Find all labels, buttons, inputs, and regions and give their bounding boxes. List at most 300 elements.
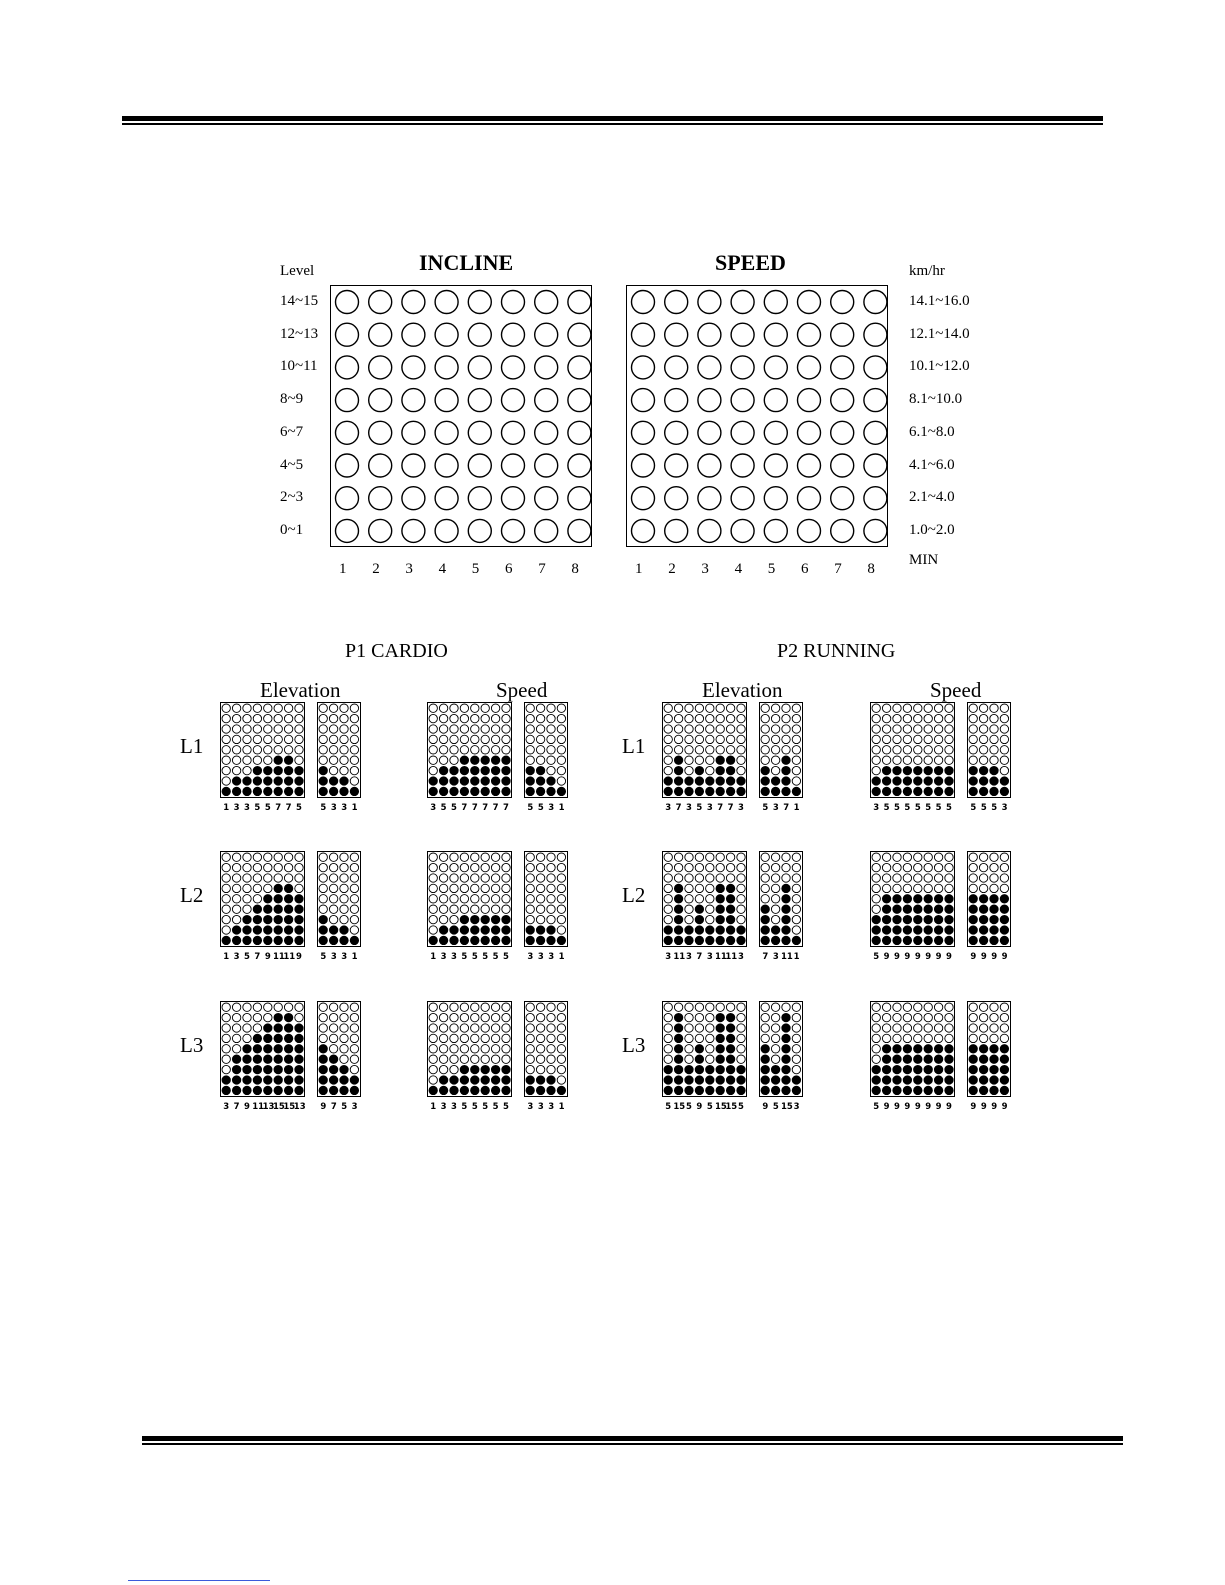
lit-dot	[274, 1024, 282, 1032]
p1-l3-elevation-value-label: 7	[233, 1101, 240, 1112]
lit-dot	[253, 1055, 261, 1063]
unlit-dot	[526, 895, 534, 903]
legend-dot	[764, 323, 787, 346]
unlit-dot	[716, 853, 724, 861]
p1-l1-elevation-dots	[220, 702, 305, 798]
lit-dot	[969, 1055, 977, 1063]
unlit-dot	[695, 1003, 703, 1011]
unlit-dot	[547, 853, 555, 861]
unlit-dot	[264, 725, 272, 733]
lit-dot	[903, 787, 911, 795]
lit-dot	[547, 926, 555, 934]
unlit-dot	[243, 1024, 251, 1032]
elevation-header: Elevation	[260, 678, 341, 702]
lit-dot	[295, 766, 303, 774]
legend-dot	[665, 454, 688, 477]
unlit-dot	[439, 915, 447, 923]
lit-dot	[772, 1086, 780, 1094]
unlit-dot	[222, 874, 230, 882]
unlit-dot	[460, 1003, 468, 1011]
unlit-dot	[340, 735, 348, 743]
unlit-dot	[253, 1003, 261, 1011]
p2-l3-elevation-value-label: 15	[673, 1101, 686, 1112]
lit-dot	[557, 787, 565, 795]
lit-dot	[914, 926, 922, 934]
lit-dot	[664, 1065, 672, 1073]
footer-link-underline[interactable]	[128, 1580, 270, 1581]
lit-dot	[990, 1086, 998, 1094]
lit-dot	[893, 1055, 901, 1063]
lit-dot	[990, 1055, 998, 1063]
unlit-dot	[295, 756, 303, 764]
legend-dot	[369, 487, 392, 510]
lit-dot	[782, 884, 790, 892]
unlit-dot	[243, 874, 251, 882]
legend-dot	[698, 421, 721, 444]
legend-dot	[665, 323, 688, 346]
lit-dot	[914, 905, 922, 913]
p2-l3-speed-value-label: 9	[980, 1101, 987, 1112]
legend-dot	[632, 291, 655, 314]
unlit-dot	[980, 1024, 988, 1032]
lit-dot	[450, 926, 458, 934]
lit-dot	[924, 1055, 932, 1063]
legend-dot	[535, 323, 558, 346]
unlit-dot	[706, 746, 714, 754]
p2-l2-elevation-dots	[662, 851, 747, 947]
lit-dot	[782, 1055, 790, 1063]
unlit-dot	[664, 905, 672, 913]
lit-dot	[695, 1076, 703, 1084]
unlit-dot	[969, 735, 977, 743]
lit-dot	[264, 787, 272, 795]
lit-dot	[264, 1024, 272, 1032]
p2-l3-speed-value-label: 5	[873, 1101, 880, 1112]
lit-dot	[284, 926, 292, 934]
p2-l3-speed-value-label: 9	[946, 1101, 952, 1112]
unlit-dot	[664, 766, 672, 774]
elevation-header: Elevation	[702, 678, 783, 702]
unlit-dot	[1000, 746, 1008, 754]
unlit-dot	[557, 735, 565, 743]
lit-dot	[980, 1055, 988, 1063]
lit-dot	[491, 1065, 499, 1073]
lit-dot	[990, 895, 998, 903]
lit-dot	[295, 1076, 303, 1084]
lit-dot	[674, 1055, 682, 1063]
unlit-dot	[330, 1034, 338, 1042]
unlit-dot	[232, 905, 240, 913]
lit-dot	[882, 926, 890, 934]
unlit-dot	[537, 884, 545, 892]
lit-dot	[253, 915, 261, 923]
lit-dot	[295, 1055, 303, 1063]
unlit-dot	[945, 725, 953, 733]
p1-l1-speed-value-label: 7	[471, 802, 478, 813]
unlit-dot	[460, 714, 468, 722]
unlit-dot	[481, 884, 489, 892]
unlit-dot	[990, 725, 998, 733]
unlit-dot	[695, 1024, 703, 1032]
p2-l3-elevation-value-label: 5	[738, 1101, 744, 1112]
unlit-dot	[491, 714, 499, 722]
p2-l1-elevation-dots	[662, 702, 747, 798]
level-label: L2	[180, 883, 204, 907]
p1-l2-elevation-dots	[220, 851, 305, 947]
unlit-dot	[243, 704, 251, 712]
unlit-dot	[429, 1003, 437, 1011]
lit-dot	[914, 766, 922, 774]
unlit-dot	[792, 1024, 800, 1032]
unlit-dot	[792, 926, 800, 934]
unlit-dot	[537, 874, 545, 882]
unlit-dot	[319, 1013, 327, 1021]
legend-dot	[468, 323, 491, 346]
lit-dot	[547, 1086, 555, 1094]
unlit-dot	[547, 1055, 555, 1063]
unlit-dot	[934, 756, 942, 764]
legend-dot	[632, 421, 655, 444]
lit-dot	[695, 926, 703, 934]
unlit-dot	[685, 863, 693, 871]
lit-dot	[980, 895, 988, 903]
p2-l3-elevation-value-label: 9	[696, 1101, 703, 1112]
lit-dot	[716, 756, 724, 764]
p1-l3-speed-dots	[427, 1001, 512, 1097]
unlit-dot	[284, 735, 292, 743]
p1-l3-elevation-value-label: 15	[283, 1101, 296, 1112]
unlit-dot	[537, 1013, 545, 1021]
unlit-dot	[295, 746, 303, 754]
lit-dot	[685, 936, 693, 944]
unlit-dot	[340, 756, 348, 764]
unlit-dot	[706, 725, 714, 733]
lit-dot	[284, 905, 292, 913]
unlit-dot	[914, 874, 922, 882]
unlit-dot	[695, 746, 703, 754]
unlit-dot	[761, 704, 769, 712]
p2-l2-elevation-value-label: 3	[665, 951, 672, 962]
unlit-dot	[243, 725, 251, 733]
lit-dot	[526, 926, 534, 934]
lit-dot	[232, 787, 240, 795]
legend-dot	[369, 291, 392, 314]
unlit-dot	[772, 915, 780, 923]
lit-dot	[274, 777, 282, 785]
unlit-dot	[893, 1003, 901, 1011]
unlit-dot	[792, 1045, 800, 1053]
lit-dot	[439, 936, 447, 944]
p1-l1-elevation-value-label: 3	[330, 802, 337, 813]
lit-dot	[893, 926, 901, 934]
unlit-dot	[340, 766, 348, 774]
unlit-dot	[695, 874, 703, 882]
lit-dot	[274, 1086, 282, 1094]
lit-dot	[547, 787, 555, 795]
speed-title: SPEED	[715, 250, 786, 275]
p1-l1-speed-dots	[427, 702, 512, 798]
lit-dot	[872, 1086, 880, 1094]
lit-dot	[726, 777, 734, 785]
lit-dot	[990, 1065, 998, 1073]
legend-dot	[864, 291, 887, 314]
unlit-dot	[481, 725, 489, 733]
p1-l1-elevation-value-label: 5	[254, 802, 261, 813]
incline-column-label: 4	[438, 561, 447, 577]
unlit-dot	[664, 915, 672, 923]
legend-dot	[369, 323, 392, 346]
lit-dot	[945, 777, 953, 785]
p1-l1-speed-value-label: 3	[548, 802, 555, 813]
p1-l2-elevation-value-label: 3	[233, 951, 240, 962]
unlit-dot	[664, 746, 672, 754]
lit-dot	[903, 936, 911, 944]
program-title: P2 RUNNING	[777, 640, 896, 662]
lit-dot	[274, 1034, 282, 1042]
unlit-dot	[792, 746, 800, 754]
lit-dot	[934, 915, 942, 923]
unlit-dot	[903, 884, 911, 892]
level-label: L1	[622, 734, 646, 758]
lit-dot	[716, 787, 724, 795]
unlit-dot	[792, 777, 800, 785]
incline-column-label: 5	[471, 561, 480, 577]
legend-dot	[798, 291, 821, 314]
unlit-dot	[481, 905, 489, 913]
lit-dot	[471, 936, 479, 944]
legend-dot	[698, 519, 721, 542]
lit-dot	[319, 936, 327, 944]
unlit-dot	[340, 1045, 348, 1053]
p2-l3-speed-value-label: 9	[883, 1101, 890, 1112]
unlit-dot	[232, 725, 240, 733]
legend-dot	[632, 389, 655, 412]
lit-dot	[761, 915, 769, 923]
lit-dot	[893, 1045, 901, 1053]
lit-dot	[737, 936, 745, 944]
legend-dot	[502, 421, 525, 444]
unlit-dot	[350, 1065, 358, 1073]
unlit-dot	[772, 863, 780, 871]
p1-l3-elevation-value-label: 3	[351, 1101, 358, 1112]
lit-dot	[450, 1086, 458, 1094]
lit-dot	[914, 1086, 922, 1094]
unlit-dot	[557, 884, 565, 892]
unlit-dot	[969, 756, 977, 764]
unlit-dot	[481, 704, 489, 712]
legend-dot	[369, 454, 392, 477]
unlit-dot	[695, 725, 703, 733]
lit-dot	[526, 936, 534, 944]
lit-dot	[526, 787, 534, 795]
lit-dot	[990, 766, 998, 774]
unlit-dot	[716, 725, 724, 733]
lit-dot	[893, 1065, 901, 1073]
lit-dot	[980, 787, 988, 795]
unlit-dot	[439, 725, 447, 733]
lit-dot	[264, 1045, 272, 1053]
lit-dot	[945, 905, 953, 913]
lit-dot	[460, 756, 468, 764]
unlit-dot	[526, 915, 534, 923]
unlit-dot	[232, 853, 240, 861]
lit-dot	[695, 905, 703, 913]
unlit-dot	[557, 777, 565, 785]
lit-dot	[481, 777, 489, 785]
lit-dot	[319, 777, 327, 785]
lit-dot	[1000, 905, 1008, 913]
lit-dot	[914, 1065, 922, 1073]
unlit-dot	[450, 1003, 458, 1011]
unlit-dot	[934, 884, 942, 892]
p2-l1-speed-value-label: 5	[904, 802, 911, 813]
unlit-dot	[222, 777, 230, 785]
unlit-dot	[537, 735, 545, 743]
p2-l3-speed-value-label: 9	[914, 1101, 921, 1112]
incline-column-label: 2	[372, 561, 380, 577]
legend-dot	[402, 487, 425, 510]
unlit-dot	[330, 1024, 338, 1032]
unlit-dot	[685, 915, 693, 923]
lit-dot	[914, 1045, 922, 1053]
unlit-dot	[872, 874, 880, 882]
unlit-dot	[526, 1024, 534, 1032]
unlit-dot	[264, 1003, 272, 1011]
p1-l3-speed-value-label: 3	[548, 1101, 555, 1112]
unlit-dot	[471, 1055, 479, 1063]
unlit-dot	[924, 874, 932, 882]
unlit-dot	[674, 874, 682, 882]
legend-dot	[468, 356, 491, 379]
p2-l1-elevation-value-label: 3	[772, 802, 779, 813]
unlit-dot	[222, 1065, 230, 1073]
unlit-dot	[664, 1013, 672, 1021]
unlit-dot	[340, 714, 348, 722]
unlit-dot	[243, 905, 251, 913]
unlit-dot	[882, 746, 890, 754]
unlit-dot	[737, 915, 745, 923]
unlit-dot	[450, 735, 458, 743]
unlit-dot	[945, 874, 953, 882]
lit-dot	[471, 915, 479, 923]
unlit-dot	[782, 735, 790, 743]
unlit-dot	[1000, 704, 1008, 712]
lit-dot	[1000, 895, 1008, 903]
unlit-dot	[761, 1034, 769, 1042]
unlit-dot	[537, 714, 545, 722]
legend-dot	[831, 389, 854, 412]
unlit-dot	[330, 1013, 338, 1021]
p1-l1-speed-value-label: 3	[430, 802, 437, 813]
unlit-dot	[243, 863, 251, 871]
legend-dot	[369, 519, 392, 542]
unlit-dot	[761, 1024, 769, 1032]
unlit-dot	[980, 756, 988, 764]
unlit-dot	[685, 746, 693, 754]
unlit-dot	[934, 746, 942, 754]
legend-dot	[665, 519, 688, 542]
legend-dot	[568, 487, 591, 510]
unlit-dot	[491, 1003, 499, 1011]
unlit-dot	[295, 884, 303, 892]
unlit-dot	[274, 874, 282, 882]
unlit-dot	[872, 884, 880, 892]
lit-dot	[761, 787, 769, 795]
unlit-dot	[491, 725, 499, 733]
legend-dot	[435, 356, 458, 379]
lit-dot	[460, 1065, 468, 1073]
lit-dot	[274, 1076, 282, 1084]
lit-dot	[674, 777, 682, 785]
lit-dot	[914, 936, 922, 944]
legend-dot	[435, 487, 458, 510]
p2-l3-elevation-value-label: 5	[686, 1101, 692, 1112]
unlit-dot	[1000, 1003, 1008, 1011]
unlit-dot	[526, 714, 534, 722]
legend-dot	[502, 519, 525, 542]
lit-dot	[726, 915, 734, 923]
lit-dot	[716, 1055, 724, 1063]
lit-dot	[685, 1065, 693, 1073]
unlit-dot	[450, 1045, 458, 1053]
unlit-dot	[990, 1024, 998, 1032]
lit-dot	[274, 756, 282, 764]
lit-dot	[319, 1055, 327, 1063]
p2-l1-speed-value-label: 5	[883, 802, 890, 813]
unlit-dot	[450, 1013, 458, 1021]
unlit-dot	[264, 874, 272, 882]
unlit-dot	[557, 704, 565, 712]
unlit-dot	[761, 874, 769, 882]
unlit-dot	[319, 1003, 327, 1011]
lit-dot	[716, 905, 724, 913]
legend-dot	[698, 454, 721, 477]
unlit-dot	[893, 714, 901, 722]
unlit-dot	[547, 735, 555, 743]
unlit-dot	[547, 895, 555, 903]
unlit-dot	[330, 766, 338, 774]
lit-dot	[969, 777, 977, 785]
lit-dot	[903, 1045, 911, 1053]
unlit-dot	[481, 1045, 489, 1053]
unlit-dot	[726, 735, 734, 743]
p2-l1-speed-value-label: 3	[1001, 802, 1008, 813]
lit-dot	[284, 787, 292, 795]
unlit-dot	[969, 714, 977, 722]
lit-dot	[782, 926, 790, 934]
lit-dot	[872, 1076, 880, 1084]
lit-dot	[460, 787, 468, 795]
unlit-dot	[685, 874, 693, 882]
lit-dot	[253, 1086, 261, 1094]
lit-dot	[726, 1013, 734, 1021]
lit-dot	[685, 1076, 693, 1084]
unlit-dot	[439, 1065, 447, 1073]
legend-dot	[864, 356, 887, 379]
p1-l3-speed-value-label: 3	[440, 1101, 447, 1112]
unlit-dot	[284, 714, 292, 722]
lit-dot	[253, 787, 261, 795]
unlit-dot	[526, 1034, 534, 1042]
lit-dot	[471, 766, 479, 774]
unlit-dot	[460, 746, 468, 754]
unlit-dot	[893, 756, 901, 764]
lit-dot	[945, 766, 953, 774]
unlit-dot	[350, 766, 358, 774]
unlit-dot	[557, 926, 565, 934]
p2-l3-elevation-value-label: 5	[772, 1101, 779, 1112]
unlit-dot	[761, 1003, 769, 1011]
